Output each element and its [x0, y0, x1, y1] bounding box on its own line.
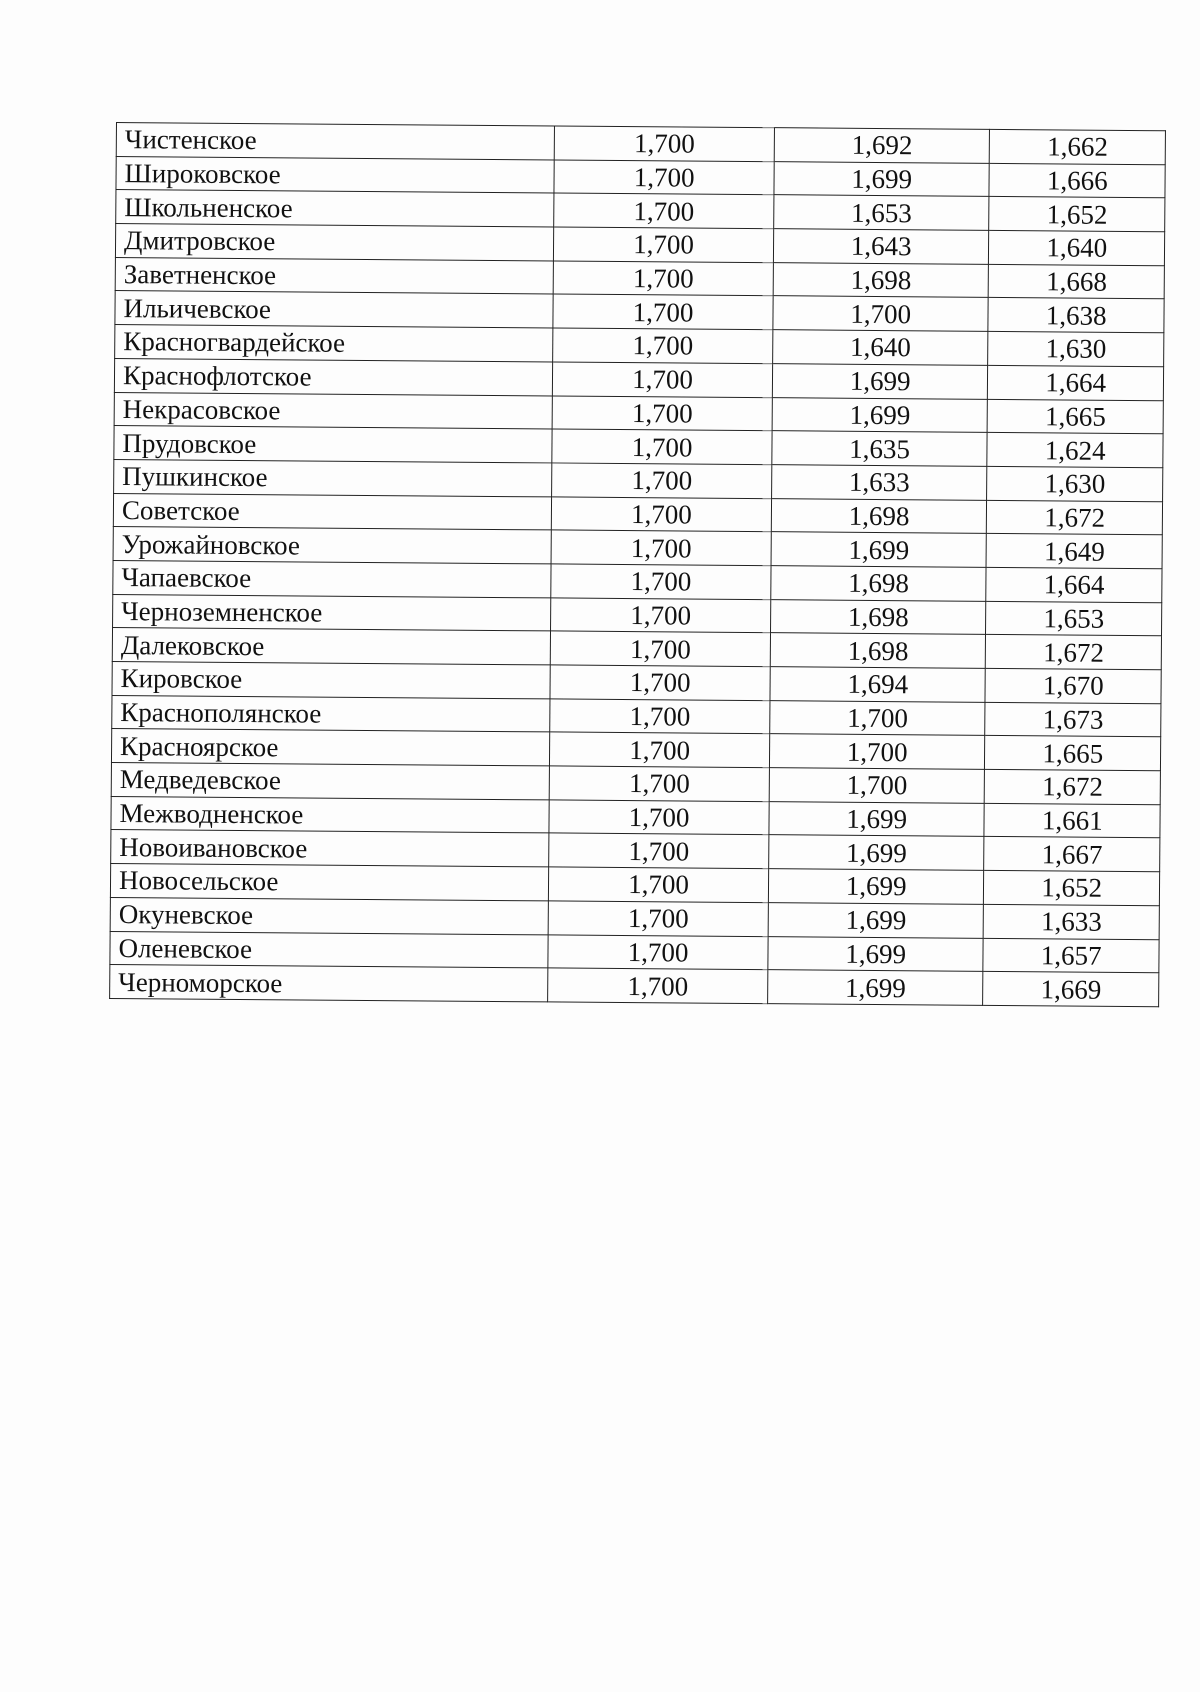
value-cell-2: 1,699 — [769, 801, 985, 836]
settlement-name-cell: Межводненское — [111, 796, 550, 833]
value-cell-3: 1,630 — [987, 466, 1163, 501]
settlement-name-cell: Медведевское — [111, 763, 550, 800]
value-cell-1: 1,700 — [548, 934, 768, 969]
value-cell-3: 1,665 — [985, 736, 1161, 771]
value-cell-1: 1,700 — [552, 395, 772, 430]
settlement-name-cell: Некрасовское — [114, 392, 553, 429]
value-cell-1: 1,700 — [551, 564, 771, 599]
value-cell-2: 1,698 — [770, 633, 986, 668]
value-cell-2: 1,700 — [769, 734, 985, 769]
value-cell-2: 1,698 — [771, 566, 987, 601]
value-cell-3: 1,673 — [985, 702, 1161, 737]
value-cell-2: 1,699 — [772, 397, 988, 432]
settlement-name-cell: Чистенское — [116, 123, 555, 160]
value-cell-1: 1,700 — [554, 160, 774, 195]
value-cell-1: 1,700 — [552, 463, 772, 498]
settlement-name-cell: Урожайновское — [113, 527, 552, 564]
value-cell-2: 1,699 — [768, 869, 984, 904]
value-cell-2: 1,698 — [773, 262, 989, 297]
settlement-name-cell: Новоивановское — [111, 830, 550, 867]
settlement-name-cell: Далековское — [112, 628, 551, 665]
value-cell-3: 1,652 — [984, 870, 1160, 905]
value-cell-1: 1,700 — [550, 732, 770, 767]
value-cell-2: 1,699 — [774, 161, 990, 196]
value-cell-3: 1,662 — [990, 129, 1166, 164]
data-table — [109, 122, 1166, 1007]
table-row — [110, 965, 1159, 1007]
value-cell-1: 1,700 — [554, 193, 774, 228]
settlement-name-cell: Краснофлотское — [114, 358, 553, 395]
value-cell-1: 1,700 — [554, 227, 774, 262]
settlement-name-cell: Широковское — [116, 156, 555, 193]
data-table-container — [109, 122, 1166, 1007]
value-cell-2: 1,694 — [770, 667, 986, 702]
value-cell-1: 1,700 — [551, 530, 771, 565]
value-cell-3: 1,672 — [985, 769, 1161, 804]
settlement-name-cell: Пушкинское — [114, 459, 553, 496]
value-cell-1: 1,700 — [549, 867, 769, 902]
settlement-name-cell: Дмитровское — [115, 224, 554, 261]
settlement-name-cell: Ильичевское — [115, 291, 554, 328]
value-cell-1: 1,700 — [549, 800, 769, 835]
value-cell-2: 1,635 — [772, 431, 988, 466]
value-cell-2: 1,699 — [768, 936, 984, 971]
value-cell-2: 1,699 — [768, 902, 984, 937]
settlement-name-cell: Оленевское — [110, 931, 549, 968]
value-cell-3: 1,649 — [987, 534, 1163, 569]
value-cell-3: 1,666 — [989, 163, 1165, 198]
settlement-name-cell: Советское — [113, 493, 552, 530]
settlement-name-cell: Черноземненское — [113, 594, 552, 631]
settlement-name-cell: Заветненское — [115, 257, 554, 294]
value-cell-3: 1,672 — [987, 500, 1163, 535]
settlement-name-cell: Прудовское — [114, 426, 553, 463]
value-cell-1: 1,700 — [553, 328, 773, 363]
settlement-name-cell: Краснополянское — [112, 695, 551, 732]
value-cell-1: 1,700 — [554, 126, 774, 161]
value-cell-2: 1,700 — [773, 296, 989, 331]
table-body — [110, 123, 1166, 1007]
value-cell-1: 1,700 — [552, 496, 772, 531]
value-cell-2: 1,699 — [767, 970, 983, 1005]
value-cell-1: 1,700 — [550, 631, 770, 666]
value-cell-1: 1,700 — [549, 833, 769, 868]
value-cell-2: 1,692 — [774, 128, 990, 163]
value-cell-3: 1,664 — [986, 567, 1162, 602]
value-cell-1: 1,700 — [550, 665, 770, 700]
settlement-name-cell: Кировское — [112, 661, 551, 698]
value-cell-3: 1,640 — [989, 230, 1165, 265]
settlement-name-cell: Новосельское — [110, 864, 549, 901]
value-cell-1: 1,700 — [553, 362, 773, 397]
value-cell-2: 1,640 — [772, 330, 988, 365]
value-cell-2: 1,643 — [773, 229, 989, 264]
settlement-name-cell: Окуневское — [110, 897, 549, 934]
value-cell-2: 1,699 — [771, 532, 987, 567]
value-cell-3: 1,638 — [988, 298, 1164, 333]
settlement-name-cell: Красноярское — [111, 729, 550, 766]
value-cell-3: 1,664 — [988, 365, 1164, 400]
settlement-name-cell: Школьненское — [116, 190, 555, 227]
value-cell-3: 1,653 — [986, 601, 1162, 636]
value-cell-3: 1,672 — [986, 635, 1162, 670]
value-cell-2: 1,700 — [770, 700, 986, 735]
value-cell-1: 1,700 — [550, 699, 770, 734]
value-cell-1: 1,700 — [552, 429, 772, 464]
value-cell-3: 1,633 — [984, 904, 1160, 939]
value-cell-2: 1,698 — [770, 599, 986, 634]
value-cell-2: 1,699 — [769, 835, 985, 870]
value-cell-2: 1,700 — [769, 768, 985, 803]
settlement-name-cell: Красногвардейское — [115, 325, 554, 362]
value-cell-1: 1,700 — [553, 261, 773, 296]
value-cell-2: 1,699 — [772, 363, 988, 398]
value-cell-3: 1,652 — [989, 197, 1165, 232]
value-cell-3: 1,667 — [984, 837, 1160, 872]
value-cell-3: 1,670 — [985, 668, 1161, 703]
value-cell-3: 1,624 — [987, 433, 1163, 468]
settlement-name-cell: Черноморское — [110, 965, 549, 1002]
value-cell-1: 1,700 — [551, 598, 771, 633]
value-cell-3: 1,657 — [983, 938, 1159, 973]
value-cell-2: 1,653 — [774, 195, 990, 230]
value-cell-1: 1,700 — [548, 968, 768, 1003]
settlement-name-cell: Чапаевское — [113, 560, 552, 597]
value-cell-2: 1,698 — [771, 498, 987, 533]
value-cell-1: 1,700 — [553, 294, 773, 329]
value-cell-1: 1,700 — [549, 766, 769, 801]
value-cell-3: 1,661 — [984, 803, 1160, 838]
value-cell-3: 1,668 — [989, 264, 1165, 299]
value-cell-2: 1,633 — [771, 465, 987, 500]
value-cell-3: 1,665 — [988, 399, 1164, 434]
value-cell-1: 1,700 — [548, 901, 768, 936]
value-cell-3: 1,669 — [983, 972, 1159, 1007]
value-cell-3: 1,630 — [988, 331, 1164, 366]
